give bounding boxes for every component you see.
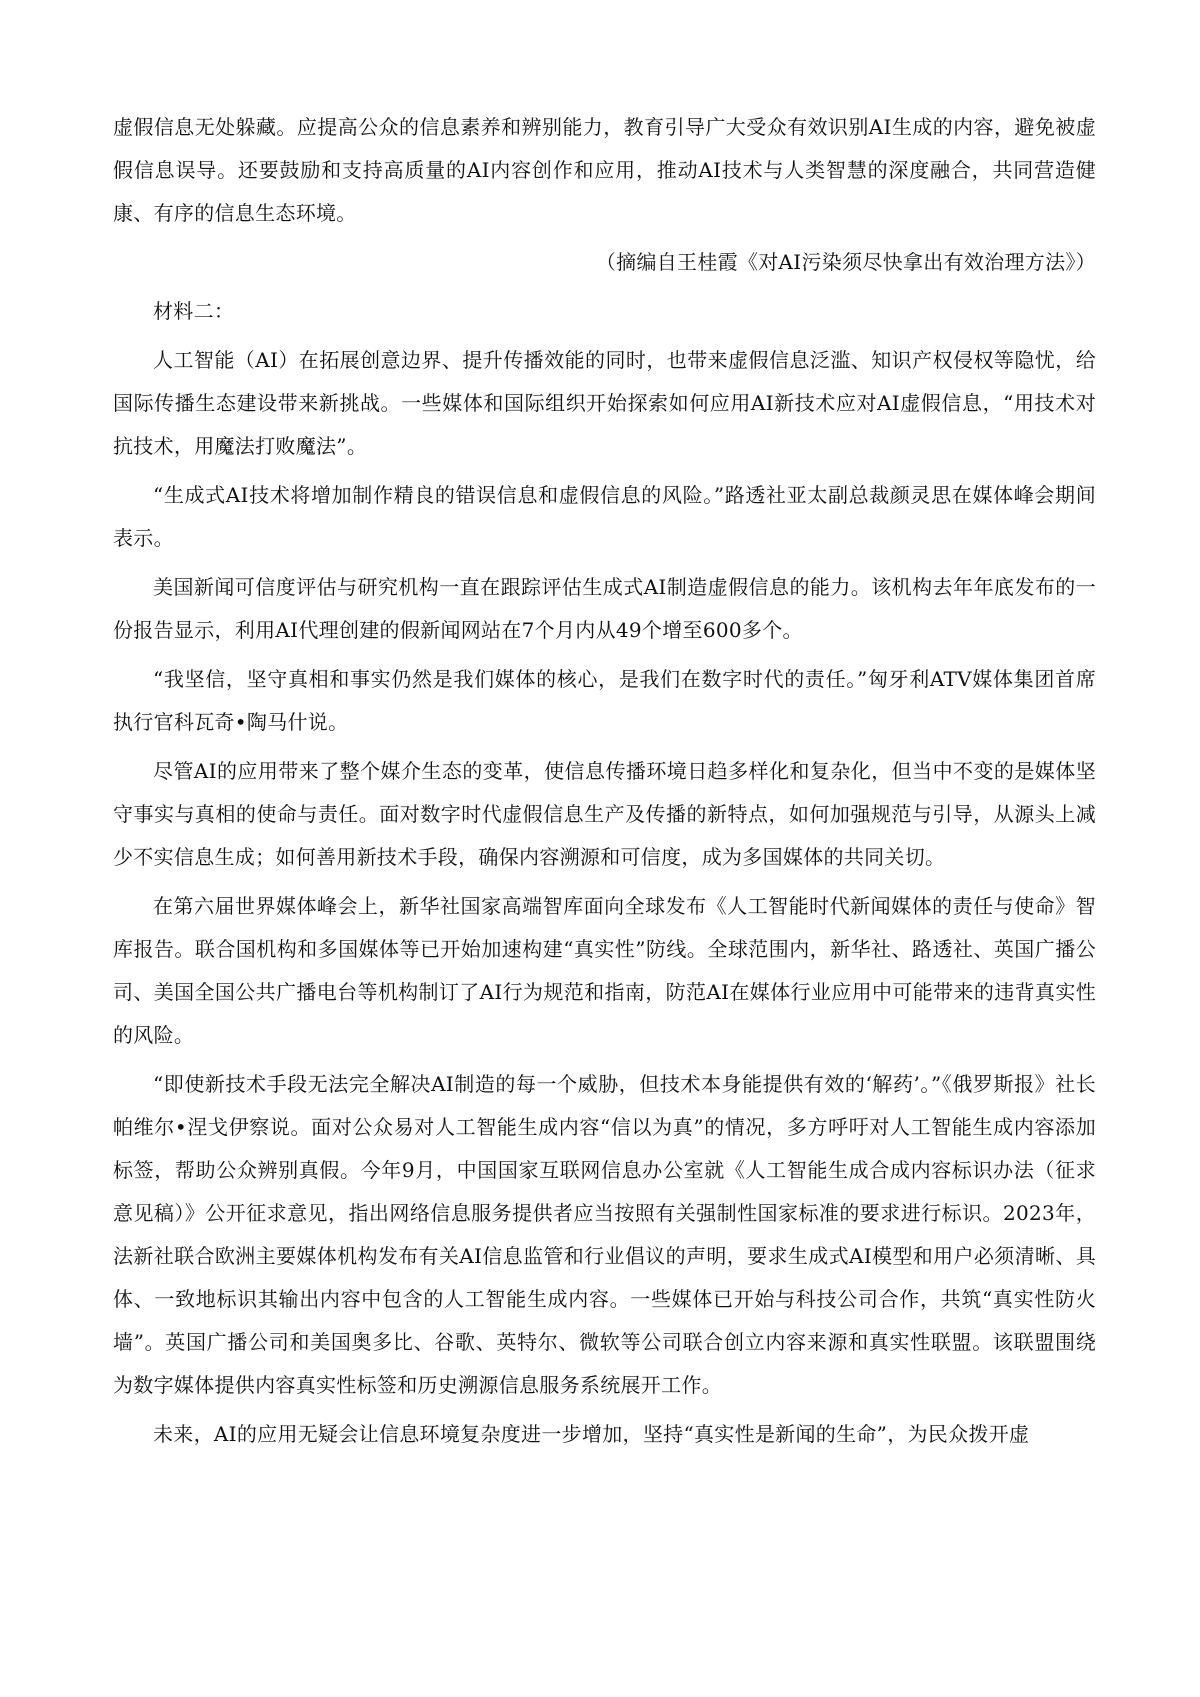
paragraph: 美国新闻可信度评估与研究机构一直在跟踪评估生成式AI制造虚假信息的能力。该机构去年年底发布的一份报告显示，利用AI代理创建的假新闻网站在7个月内从49个增至600多个。	[113, 575, 1096, 642]
paragraph: 在第六届世界媒体峰会上，新华社国家高端智库面向全球发布《人工智能时代新闻媒体的责任与使命》智库报告。联合国机构和多国媒体等已开始加速构建“真实性”防线。全球范围内，新华社、路透社、英国广播公司、美国全国公共广播电台等机构制订了AI行为规范和指南，防范AI在媒体行业应用中可能带来的违背真实性的风险。	[113, 894, 1096, 1047]
paragraph-continued: 虚假信息无处躲藏。应提高公众的信息素养和辨别能力，教育引导广大受众有效识别AI生成的内容，避免被虚假信息误导。还要鼓励和支持高质量的AI内容创作和应用，推动AI技术与人类智慧的深度融合，共同营造健康、有序的信息生态环境。	[113, 115, 1096, 225]
paragraph: “即使新技术手段无法完全解决AI制造的每一个威胁，但技术本身能提供有效的‘解药’。”《俄罗斯报》社长帕维尔•涅戈伊察说。面对公众易对人工智能生成内容“信以为真”的情况，多方呼吁对人工智能生成内容添加标签，帮助公众辨别真假。今年9月，中国国家互联网信息办公室就《人工智能生成合成内容标识办法（征求意见稿）》公开征求意见，指出网络信息服务提供者应当按照有关强制性国家标准的要求进行标识。2023年，法新社联合欧洲主要媒体机构发布有关AI信息监管和行业倡议的声明，要求生成式AI模型和用户必须清晰、具体、一致地标识其输出内容中包含的人工智能生成内容。一些媒体已开始与科技公司合作，共筑“真实性防火墙”。英国广播公司和美国奥多比、谷歌、英特尔、微软等公司联合创立内容来源和真实性联盟。该联盟围绕为数字媒体提供内容真实性标签和历史溯源信息服务系统展开工作。	[113, 1072, 1096, 1397]
document-body	[113, 106, 1096, 1462]
paragraph: 人工智能（AI）在拓展创意边界、提升传播效能的同时，也带来虚假信息泛滥、知识产权侵权等隐忧，给国际传播生态建设带来新挑战。一些媒体和国际组织开始探索如何应用AI新技术应对AI虚假信息，“用技术对抗技术，用魔法打败魔法”。	[113, 348, 1096, 458]
paragraph: “我坚信，坚守真相和事实仍然是我们媒体的核心，是我们在数字时代的责任。”匈牙利ATV媒体集团首席执行官科瓦奇•陶马什说。	[113, 667, 1096, 734]
source-citation: （摘编自王桂霞《对AI污染须尽快拿出有效治理方法》）	[595, 250, 1096, 274]
paragraph: 未来，AI的应用无疑会让信息环境复杂度进一步增加，坚持“真实性是新闻的生命”，为民众拨开虚	[153, 1422, 1030, 1446]
section-heading: 材料二：	[153, 299, 235, 323]
paragraph: “生成式AI技术将增加制作精良的错误信息和虚假信息的风险。”路透社亚太副总裁颜灵思在媒体峰会期间表示。	[113, 483, 1096, 550]
paragraph: 尽管AI的应用带来了整个媒介生态的变革，使信息传播环境日趋多样化和复杂化，但当中不变的是媒体坚守事实与真相的使命与责任。面对数字时代虚假信息生产及传播的新特点，如何加强规范与引导，从源头上减少不实信息生成；如何善用新技术手段，确保内容溯源和可信度，成为多国媒体的共同关切。	[113, 759, 1096, 869]
